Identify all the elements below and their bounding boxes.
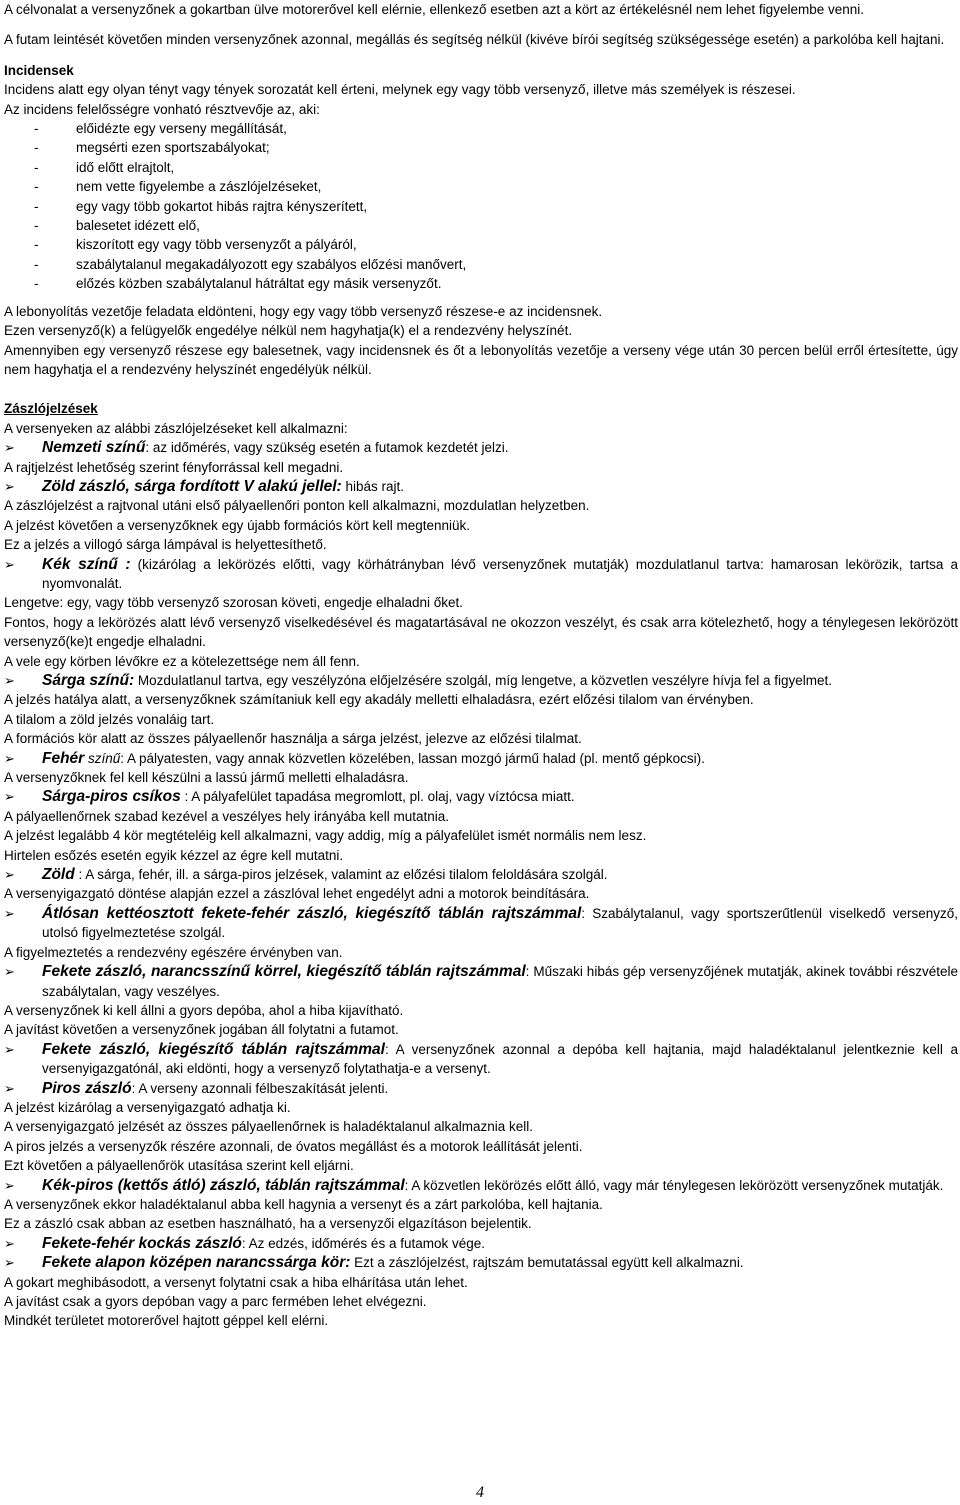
arrow-bullet-icon: ➢ xyxy=(4,478,15,494)
flag-description: : Az edzés, időmérés és a futamok vége. xyxy=(241,1235,486,1251)
flag-item xyxy=(4,1176,958,1195)
arrow-bullet-icon: ➢ xyxy=(4,440,15,456)
flag-note: A javítást csak a gyors depóban vagy a parc fermében lehet elvégezni. xyxy=(4,1294,427,1309)
flag-title: Zöld zászló, sárga fordított V alakú jellel: xyxy=(42,477,342,495)
dash-marker: - xyxy=(34,218,39,234)
flag-list xyxy=(4,438,958,1331)
flag-title: Sárga színű: xyxy=(42,672,135,689)
dash-marker: - xyxy=(34,159,39,175)
dash-marker: - xyxy=(34,276,39,292)
arrow-bullet-icon: ➢ xyxy=(4,964,15,980)
flags-lead: A versenyeken az alábbi zászlójelzéseket kell alkalmazni: xyxy=(4,420,348,436)
dash-marker: - xyxy=(34,179,39,195)
list-item: - egy vagy több gokartot hibás rajtra kényszerített, xyxy=(4,197,958,216)
flag-description: : az időmérés, vagy szükség esetén a futamok kezdetét jelzi. xyxy=(145,440,509,456)
flag-note: Ez a zászló csak abban az esetben használható, ha a versenyzői elgazításon bejelentik. xyxy=(4,1216,532,1232)
incidents-definition: Incidens alatt egy olyan tényt vagy tények sorozatát kell érteni, melynek egy vagy több versenyző, illetve más személyek is részesei. xyxy=(4,82,796,98)
arrow-bullet-icon: ➢ xyxy=(4,789,15,805)
dash-marker: - xyxy=(34,237,39,253)
flag-description: : A pályafelület tapadása megromlott, pl. olaj, vagy víztócsa miatt. xyxy=(180,789,575,805)
flag-item xyxy=(4,904,958,943)
flag-title: Piros zászló xyxy=(42,1079,132,1097)
flag-note: A versenyigazgató döntése alapján ezzel a zászlóval lehet engedélyt adni a motorok beindítására. xyxy=(4,886,590,902)
flag-note: A gokart meghibásodott, a versenyt folytatni csak a hiba elhárítása után lehet. xyxy=(4,1274,468,1290)
arrow-bullet-icon: ➢ xyxy=(4,673,15,688)
list-item: - kiszorított egy vagy több versenyzőt a pályáról, xyxy=(4,235,958,254)
dash-marker: - xyxy=(34,198,39,214)
flag-title: Nemzeti színű xyxy=(42,439,146,457)
dash-marker: - xyxy=(34,140,39,156)
arrow-bullet-icon: ➢ xyxy=(4,867,15,883)
flag-note: A tilalom a zöld jelzés vonaláig tart. xyxy=(4,711,215,727)
arrow-bullet-icon: ➢ xyxy=(4,1177,15,1193)
arrow-bullet-icon: ➢ xyxy=(4,1080,15,1096)
flag-note: A jelzés hatálya alatt, a versenyzőknek számítaniuk kell egy akadály melletti elhaladásra, ezért előzési tilalom van érvényben. xyxy=(4,692,754,708)
flag-item xyxy=(4,671,958,690)
flag-note: A jelzést kizárólag a versenyigazgató adhatja ki. xyxy=(4,1099,291,1115)
document-page xyxy=(4,0,958,1331)
flags-heading: Zászlójelzések xyxy=(4,401,98,417)
list-item: - idő előtt elrajtolt, xyxy=(4,158,958,177)
flag-description: : A versenyzőnek azonnal a depóba kell hajtania, majd haladéktalanul jelentkeznie kell a versenyigazgatónál, aki eldönti, hogy a versenyző folytathatja-e a versenyt. xyxy=(42,1041,958,1077)
flag-note: A versenyigazgató jelzését az összes pályaellenőrnek is haladéktalanul alkalmaznia kell. xyxy=(4,1119,534,1135)
flag-description: Mozdulatlanul tartva, egy veszélyzóna előjelzésére szolgál, míg lengetve, a közvetlen veszélyre hívja fel a figyelmet. xyxy=(134,673,833,688)
list-item: - balesetet idézett elő, xyxy=(4,216,958,235)
flag-note: A vele egy körben lévőkre ez a kötelezettsége nem áll fenn. xyxy=(4,653,360,669)
flag-title: Fehér xyxy=(42,749,85,767)
flag-title: Zöld xyxy=(42,866,75,884)
flag-title: Kék-piros (kettős átló) zászló, táblán rajtszámmal xyxy=(42,1176,405,1194)
flag-description: (kizárólag a lekörözés előtti, vagy körhátrányban lévő versenyzőnek mutatják) mozdulatlanul tartva: hamarosan lekörözik, tartsa a nyomvonalát. xyxy=(42,556,958,591)
arrow-bullet-icon: ➢ xyxy=(4,1041,15,1057)
flag-note: A versenyzőnek ki kell állni a gyors depóba, ahol a hiba kijavítható. xyxy=(4,1002,404,1018)
flag-title: Kék színű : xyxy=(42,555,131,573)
flag-title: Fekete alapon középen narancssárga kör: xyxy=(42,1254,351,1272)
flag-note: A versenyzőknek fel kell készülni a lassú jármű melletti elhaladásra. xyxy=(4,770,409,786)
flag-item xyxy=(4,749,958,768)
flag-description: : A közvetlen lekörözés előtt álló, vagy már ténylegesen lekörözött versenyzőnek mutatják. xyxy=(404,1177,944,1193)
flag-item xyxy=(4,438,958,457)
flag-item xyxy=(4,1040,958,1079)
arrow-bullet-icon: ➢ xyxy=(4,556,15,572)
flag-note: Ez a jelzés a villogó sárga lámpával is helyettesíthető. xyxy=(4,537,327,553)
flag-note: A piros jelzés a versenyzők részére azonnali, de óvatos megállást és a motorok leállítását jelenti. xyxy=(4,1138,583,1154)
flag-note: A formációs kör alatt az összes pályaellenőr használja a sárga jelzést, jelezve az előzési tilalmat. xyxy=(4,731,582,747)
list-item: - megsérti ezen sportszabályokat; xyxy=(4,138,958,157)
flag-note: A jelzést legalább 4 kör megtételéig kell alkalmazni, vagy addig, míg a pályafelület ismét normális nem lesz. xyxy=(4,828,647,844)
arrow-bullet-icon: ➢ xyxy=(4,750,15,766)
flag-note: A javítást követően a versenyzőnek jogában áll folytatni a futamot. xyxy=(4,1022,399,1038)
arrow-bullet-icon: ➢ xyxy=(4,905,15,921)
flag-note: A zászlójelzést a rajtvonal utáni első pályaellenőri ponton kell alkalmazni, mozdulatlan helyzetben. xyxy=(4,498,590,514)
flag-note: Fontos, hogy a lekörözés alatt lévő versenyző viselkedésével és magatartásával ne okozzon veszélyt, és csak arra kötelezhető, hogy a ténylegesen lekörözött versenyző(ke)t engedje elhaladni. xyxy=(4,614,958,650)
list-item: - nem vette figyelembe a zászlójelzéseket, xyxy=(4,177,958,196)
flag-note: A versenyzőnek ekkor haladéktalanul abba kell hagynia a versenyt és a zárt parkolóba, kell hajtania. xyxy=(4,1196,603,1212)
incidents-lead: Az incidens felelősségre vonható résztvevője az, aki: xyxy=(4,101,320,117)
dash-marker: - xyxy=(34,121,39,137)
flag-title-suffix: színű xyxy=(84,750,121,766)
flag-title: Fekete-fehér kockás zászló xyxy=(42,1234,242,1252)
flag-item xyxy=(4,1253,958,1272)
incidents-heading: Incidensek xyxy=(4,62,74,78)
incidents-after-3: Amennyiben egy versenyző részese egy balesetnek, vagy incidensnek és őt a lebonyolítás vezetője a verseny vége után 30 percen belül erről értesítette, úgy nem hagyhatja el a rendezvény helyszínét engedélyük nélkül. xyxy=(4,342,958,377)
flag-title: Sárga-piros csíkos xyxy=(42,788,181,806)
intro-paragraph-1: A célvonalat a versenyzőnek a gokartban ülve motorerővel kell elérnie, ellenkező esetben azt a kört az értékelésnél nem lehet figyelembe venni. xyxy=(4,2,864,17)
incidents-after-2: Ezen versenyző(k) a felügyelők engedélye nélkül nem hagyhatja(k) el a rendezvény helyszínét. xyxy=(4,323,573,339)
flag-item xyxy=(4,865,958,884)
list-item: - előzés közben szabálytalanul hátráltat egy másik versenyzőt. xyxy=(4,274,958,293)
flag-title: Fekete zászló, narancsszínű körrel, kiegészítő táblán rajtszámmal xyxy=(42,963,526,981)
page-number: 4 xyxy=(476,1484,484,1501)
flag-description: : Műszaki hibás gép versenyzőjének mutatják, akinek további részvétele szabálytalan, vagy veszélyes. xyxy=(42,964,958,999)
incidents-list xyxy=(4,119,958,294)
arrow-bullet-icon: ➢ xyxy=(4,1255,15,1271)
flag-title: Átlósan kettéosztott fekete-fehér zászló, kiegészítő táblán rajtszámmal xyxy=(42,904,582,922)
flag-note: A rajtjelzést lehetőség szerint fényforrással kell megadni. xyxy=(4,459,344,475)
flag-note: Ezt követően a pályaellenőrök utasítása szerint kell eljárni. xyxy=(4,1158,354,1174)
flag-description: : A verseny azonnali félbeszakítását jelenti. xyxy=(131,1080,389,1096)
flag-note: Lengetve: egy, vagy több versenyző szorosan követi, engedje elhaladni őket. xyxy=(4,595,464,611)
dash-marker: - xyxy=(34,256,39,272)
flag-note: A pályaellenőrnek szabad kezével a veszélyes hely irányába kell mutatnia. xyxy=(4,808,450,824)
list-item: - előidézte egy verseny megállítását, xyxy=(4,119,958,138)
flag-note: Hirtelen esőzés esetén egyik kézzel az égre kell mutatni. xyxy=(4,847,344,863)
flag-title: Fekete zászló, kiegészítő táblán rajtszámmal xyxy=(42,1040,385,1058)
flag-description: Ezt a zászlójelzést, rajtszám bemutatással együtt kell alkalmazni. xyxy=(350,1255,744,1271)
flag-description: : A pályatesten, vagy annak közvetlen közelében, lassan mozgó jármű halad (pl. mentő gépkocsi). xyxy=(120,750,705,766)
flag-description: : Szabálytalanul, vagy sportszerűtlenül viselkedő versenyző, utolsó figyelmeztetése szolgál. xyxy=(42,905,959,941)
intro-paragraph-2: A futam leintését követően minden versenyzőnek azonnal, megállás és segítség nélkül (kivéve bírói segítség szükségessége esetén) a parkolóba kell hajtani. xyxy=(4,32,945,48)
flag-note: Mindkét területet motorerővel hajtott géppel kell elérni. xyxy=(4,1313,329,1329)
flag-item xyxy=(4,1234,958,1253)
flag-description: hibás rajt. xyxy=(341,478,405,494)
flag-item xyxy=(4,962,958,1001)
flag-item xyxy=(4,1079,958,1098)
flag-item xyxy=(4,555,958,594)
flag-item xyxy=(4,787,958,806)
flag-note: A figyelmeztetés a rendezvény egészére érvényben van. xyxy=(4,944,343,960)
flag-note: A jelzést követően a versenyzőknek egy újabb formációs kört kell megtenniük. xyxy=(4,517,470,533)
incidents-after-1: A lebonyolítás vezetője feladata eldönteni, hogy egy vagy több versenyző részese-e az incidensnek. xyxy=(4,303,603,319)
flag-item xyxy=(4,477,958,496)
flag-description: : A sárga, fehér, ill. a sárga-piros jelzések, valamint az előzési tilalom feloldására szolgál. xyxy=(74,867,608,883)
arrow-bullet-icon: ➢ xyxy=(4,1235,15,1251)
list-item: - szabálytalanul megakadályozott egy szabályos előzési manővert, xyxy=(4,255,958,274)
